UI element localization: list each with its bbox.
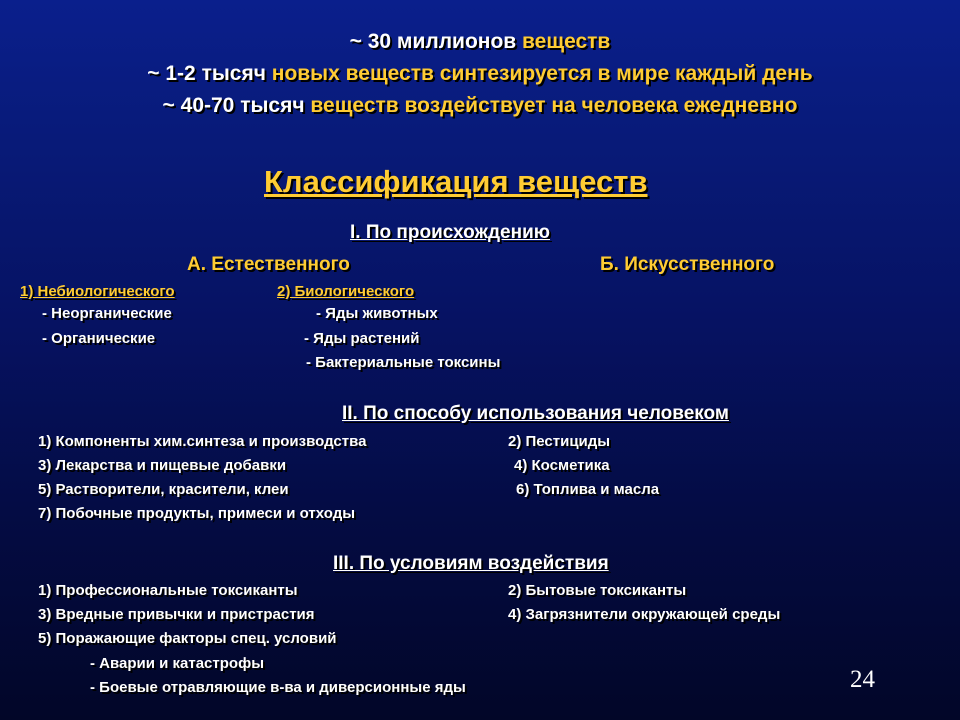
header-line-1 bbox=[0, 30, 960, 54]
header-line-2-count: ~ 1-2 тысяч bbox=[147, 62, 266, 85]
section-2-item-1: 1) Компоненты хим.синтеза и производства bbox=[38, 433, 367, 450]
section-1-item-bacterial-toxins: - Бактериальные токсины bbox=[306, 354, 501, 371]
section-2-item-3: 3) Лекарства и пищевые добавки bbox=[38, 457, 287, 474]
section-3-heading: III. По условиям воздействия bbox=[333, 553, 609, 574]
section-2-item-7: 7) Побочные продукты, примеси и отходы bbox=[38, 505, 356, 522]
slide-title: Классификация веществ bbox=[264, 164, 648, 199]
header-line-1-count: ~ 30 миллионов bbox=[349, 30, 517, 53]
section-1-item-organic: - Органические bbox=[42, 330, 156, 347]
section-3-item-4: 4) Загрязнители окружающей среды bbox=[508, 606, 781, 623]
header-line-3-text: веществ воздействует на человека ежедневно bbox=[304, 94, 798, 117]
section-3-item-2: 2) Бытовые токсиканты bbox=[508, 582, 687, 599]
header-line-2-text: новых веществ синтезируется в мире каждый день bbox=[265, 62, 813, 85]
header-line-3-count: ~ 40-70 тысяч bbox=[162, 94, 305, 117]
section-1-item-plant-poisons: - Яды растений bbox=[304, 330, 420, 347]
header-line-2 bbox=[0, 62, 960, 86]
section-1-item-inorganic: - Неорганические bbox=[42, 305, 172, 322]
section-2-item-2: 2) Пестициды bbox=[508, 433, 611, 450]
section-1-col-b: Б. Искусственного bbox=[600, 254, 775, 275]
page-number: 24 bbox=[850, 666, 875, 693]
section-3-subitem-accidents: - Аварии и катастрофы bbox=[90, 655, 265, 672]
section-1-item-animal-poisons: - Яды животных bbox=[316, 305, 438, 322]
section-2-item-4: 4) Косметика bbox=[514, 457, 610, 474]
section-2-item-5: 5) Растворители, красители, клеи bbox=[38, 481, 289, 498]
section-3-item-3: 3) Вредные привычки и пристрастия bbox=[38, 606, 315, 623]
section-2-item-6: 6) Топлива и масла bbox=[516, 481, 660, 498]
section-3-subitem-warfare-agents: - Боевые отравляющие в-ва и диверсионные яды bbox=[90, 679, 466, 696]
section-3-item-5: 5) Поражающие факторы спец. условий bbox=[38, 630, 337, 647]
section-3-item-1: 1) Профессиональные токсиканты bbox=[38, 582, 298, 599]
section-2-heading: II. По способу использования человеком bbox=[342, 403, 729, 424]
section-1-col-a: А. Естественного bbox=[187, 254, 350, 275]
header-line-3 bbox=[0, 94, 960, 118]
section-1-sub-nonbio: 1) Небиологического bbox=[20, 283, 175, 300]
section-1-heading: I. По происхождению bbox=[350, 222, 550, 243]
section-1-sub-bio: 2) Биологического bbox=[277, 283, 415, 300]
header-line-1-text: веществ bbox=[516, 30, 611, 53]
